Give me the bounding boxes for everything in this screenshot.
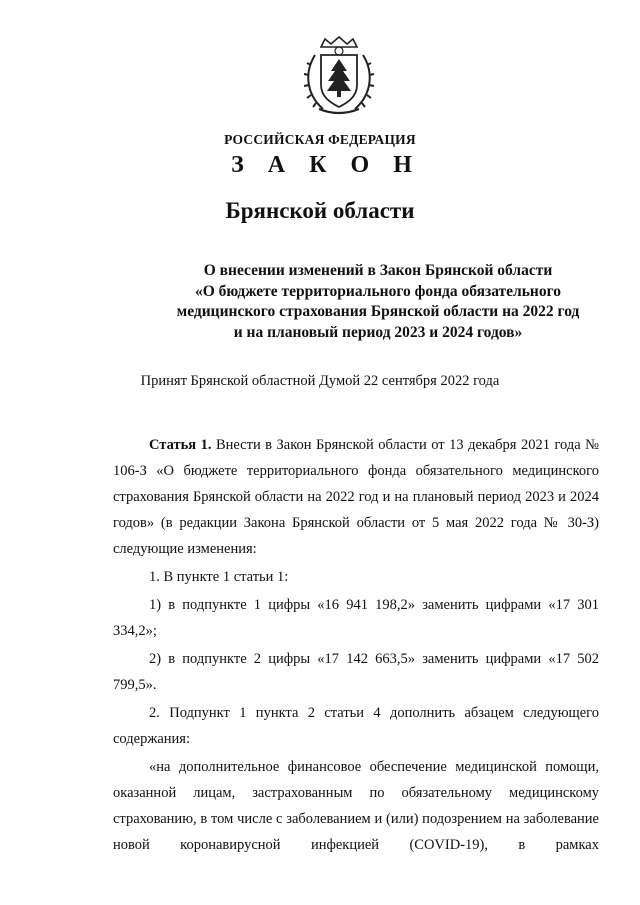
item-2: 2. Подпункт 1 пункта 2 статьи 4 дополнить абзацем следующего содержания:	[113, 705, 599, 747]
item-1-1: 1) в подпункте 1 цифры «16 941 198,2» заменить цифрами «17 301 334,2»;	[113, 597, 599, 639]
law-title-line: медицинского страхования Брянской области на 2022 год	[176, 303, 580, 320]
article-1-intro-text: Внести в Закон Брянской области от 13 декабря 2021 года № 106-З «О бюджете территориального фонда обязательного медицинского страхования Брянской области на 2022 год и на плановый период 2023 и 2024 годов» (в редакции Закона Брянской области от 5 мая 2022 года № 30-З) следующие изменения:	[113, 437, 599, 557]
law-title-line: и на плановый период 2023 и 2024 годов»	[233, 323, 523, 341]
item-1: 1. В пункте 1 статьи 1:	[149, 569, 289, 585]
quote-paragraph: «на дополнительное финансовое обеспечение медицинской помощи, оказанной лицам, застрахованным по обязательному медицинскому страхованию, в том числе с заболеванием и (или) подозрением на заболевание новой коронавирусной инфекцией (COVID-19), в рамках	[113, 759, 599, 853]
law-heading: З А К О Н	[231, 152, 421, 178]
federation-heading: РОССИЙСКАЯ ФЕДЕРАЦИЯ	[224, 132, 416, 147]
law-title	[148, 261, 608, 343]
law-title-line: О внесении изменений в Закон Брянской области	[203, 262, 553, 279]
article-body	[113, 432, 599, 858]
article-1-lead: Статья 1.	[149, 437, 212, 453]
article-1-intro	[113, 432, 599, 562]
region-heading: Брянской области	[225, 198, 415, 223]
item-1-2: 2) в подпункте 2 цифры «17 142 663,5» заменить цифрами «17 502 799,5».	[113, 651, 599, 693]
coat-of-arms-emblem	[301, 35, 377, 117]
law-title-line: «О бюджете территориального фонда обязательного	[194, 282, 562, 300]
adoption-note: Принят Брянской областной Думой 22 сентября 2022 года	[140, 373, 500, 389]
